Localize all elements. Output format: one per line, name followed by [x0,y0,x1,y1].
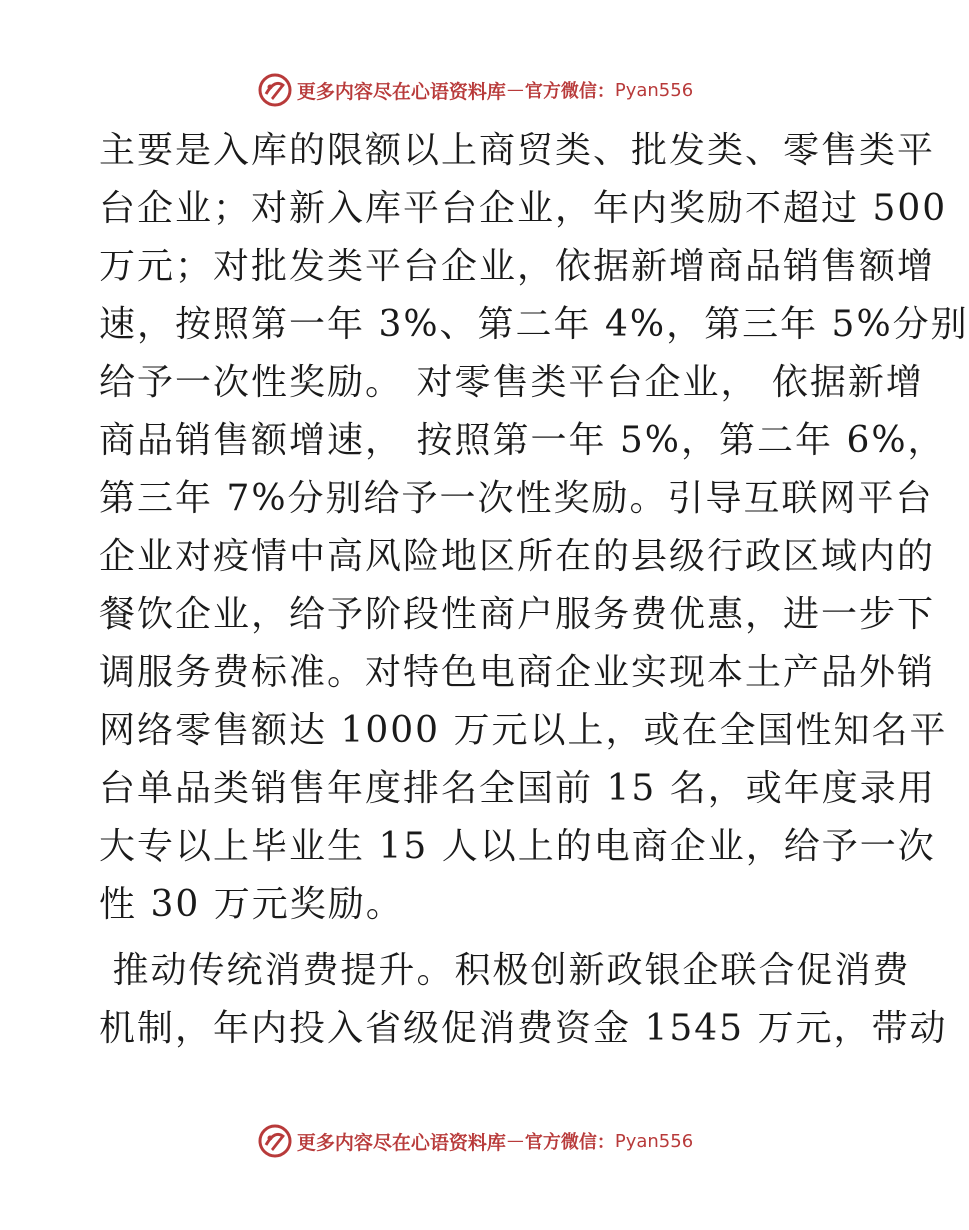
paragraph-gap [99,934,859,942]
text-line: 台单品类销售年度排名全国前 15 名，或年度录用 [99,768,936,809]
banner-wechat-label: 官方微信： [524,1132,615,1153]
text-line: 调服务费标准。对特色电商企业实现本土产品外销 [99,652,936,693]
text-line: 第三年 7%分别给予一次性奖励。引导互联网平台 [99,478,934,519]
banner-wechat-id: Pyan556 [614,79,694,101]
paragraph-1 [99,122,969,934]
text-line: 主要是入库的限额以上商贸类、批发类、零售类平 [99,130,936,171]
text-line: 推动传统消费提升。积极创新政银企联合促消费 [99,950,911,991]
text-line: 给予一次性奖励。 对零售类平台企业， 依据新增 [99,362,924,403]
logo-icon [257,1123,293,1159]
text-line: 性 30 万元奖励。 [99,884,404,925]
text-line: 企业对疫情中高风险地区所在的县级行政区域内的 [99,536,936,577]
paragraph-2 [99,942,948,1058]
text-line: 网络零售额达 1000 万元以上，或在全国性知名平 [99,710,948,751]
text-line: 大专以上毕业生 15 人以上的电商企业，给予一次 [99,826,936,867]
banner-dash: — [506,80,524,100]
footer-banner [0,1121,950,1161]
banner-dash: — [506,1131,524,1151]
text-line: 餐饮企业，给予阶段性商户服务费优惠，进一步下 [99,594,936,635]
banner-wechat-label: 官方微信： [524,81,615,102]
header-banner [0,70,950,110]
text-line: 机制，年内投入省级促消费资金 1545 万元，带动 [99,1008,948,1049]
banner-wechat-id: Pyan556 [614,1130,694,1152]
text-line: 台企业；对新入库平台企业，年内奖励不超过 500 [99,188,948,229]
banner-site-name: 更多内容尽在心语资料库 [296,1131,506,1154]
text-line: 商品销售额增速， 按照第一年 5%，第二年 6%， [99,420,946,461]
logo-icon [257,72,293,108]
text-line: 速，按照第一年 3%、第二年 4%，第三年 5%分别 [99,304,969,345]
banner-site-name: 更多内容尽在心语资料库 [296,80,506,103]
text-line: 万元；对批发类平台企业，依据新增商品销售额增 [99,246,936,287]
document-body [99,122,969,1058]
